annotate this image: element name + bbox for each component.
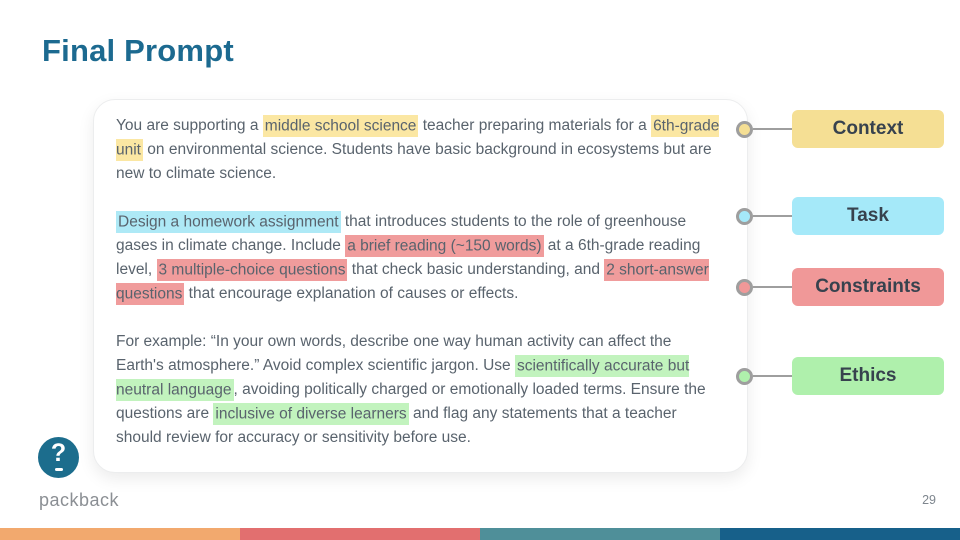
label-row-constraints (736, 268, 944, 306)
question-mark-glyph: ? (50, 439, 67, 467)
label-row-task (736, 197, 944, 235)
prompt-text-segment: that check basic understanding, and (347, 261, 605, 278)
prompt-text-segment: You are supporting a (116, 117, 263, 134)
highlight-green: scientifically accurate but neutral language (116, 355, 689, 401)
highlight-red: a brief reading (~150 words) (345, 235, 543, 257)
prompt-text-segment: and flag any statements that a teacher should review for accuracy or sensitivity before use. (116, 405, 677, 446)
connector-line (753, 128, 792, 131)
connector-line (753, 215, 792, 218)
category-label-context: Context (792, 110, 944, 148)
prompt-text-segment: For example: “In your own words, describe one way human activity can affect the Earth's atmosphere.” Avoid complex scientific jargon. Use (116, 333, 672, 374)
highlight-green: inclusive of diverse learners (213, 403, 408, 425)
stripe-segment (0, 528, 240, 540)
prompt-text-segment: at a 6th-grade reading level, (116, 237, 701, 278)
page-number: 29 (922, 493, 936, 507)
label-row-ethics (736, 357, 944, 395)
packback-logo (38, 437, 120, 510)
prompt-paragraph (116, 330, 722, 450)
lightbulb-base-icon (55, 468, 63, 471)
highlight-yellow: middle school science (263, 115, 419, 137)
category-label-ethics: Ethics (792, 357, 944, 395)
prompt-text-segment: , avoiding politically charged or emotionally loaded terms. Ensure the questions are (116, 381, 706, 422)
page-title: Final Prompt (42, 33, 234, 68)
packback-wordmark: packback (39, 490, 120, 510)
footer-stripe (0, 528, 960, 540)
prompt-text-segment: that encourage explanation of causes or effects. (184, 285, 519, 302)
connector-line (753, 286, 792, 289)
prompt-text (116, 114, 722, 450)
category-label-constraints: Constraints (792, 268, 944, 306)
prompt-card (93, 99, 748, 473)
label-row-context (736, 110, 944, 148)
prompt-text-segment: on environmental science. Students have basic background in ecosystems but are new to climate science. (116, 141, 712, 182)
connector-line (753, 375, 792, 378)
prompt-text-segment: that introduces students to the role of greenhouse gases in climate change. Include (116, 213, 687, 254)
connector-dot (736, 208, 753, 225)
packback-icon (38, 437, 79, 478)
connector-dot (736, 121, 753, 138)
connector-dot (736, 279, 753, 296)
stripe-segment (720, 528, 960, 540)
category-label-task: Task (792, 197, 944, 235)
highlight-red: 3 multiple-choice questions (157, 259, 348, 281)
stripe-segment (480, 528, 720, 540)
prompt-paragraph (116, 210, 722, 306)
highlight-red: 2 short-answer questions (116, 259, 709, 305)
highlight-blue: Design a homework assignment (116, 211, 341, 233)
prompt-text-segment: teacher preparing materials for a (418, 117, 652, 134)
prompt-paragraph (116, 114, 722, 186)
stripe-segment (240, 528, 480, 540)
highlight-yellow: 6th-grade unit (116, 115, 719, 161)
connector-dot (736, 368, 753, 385)
